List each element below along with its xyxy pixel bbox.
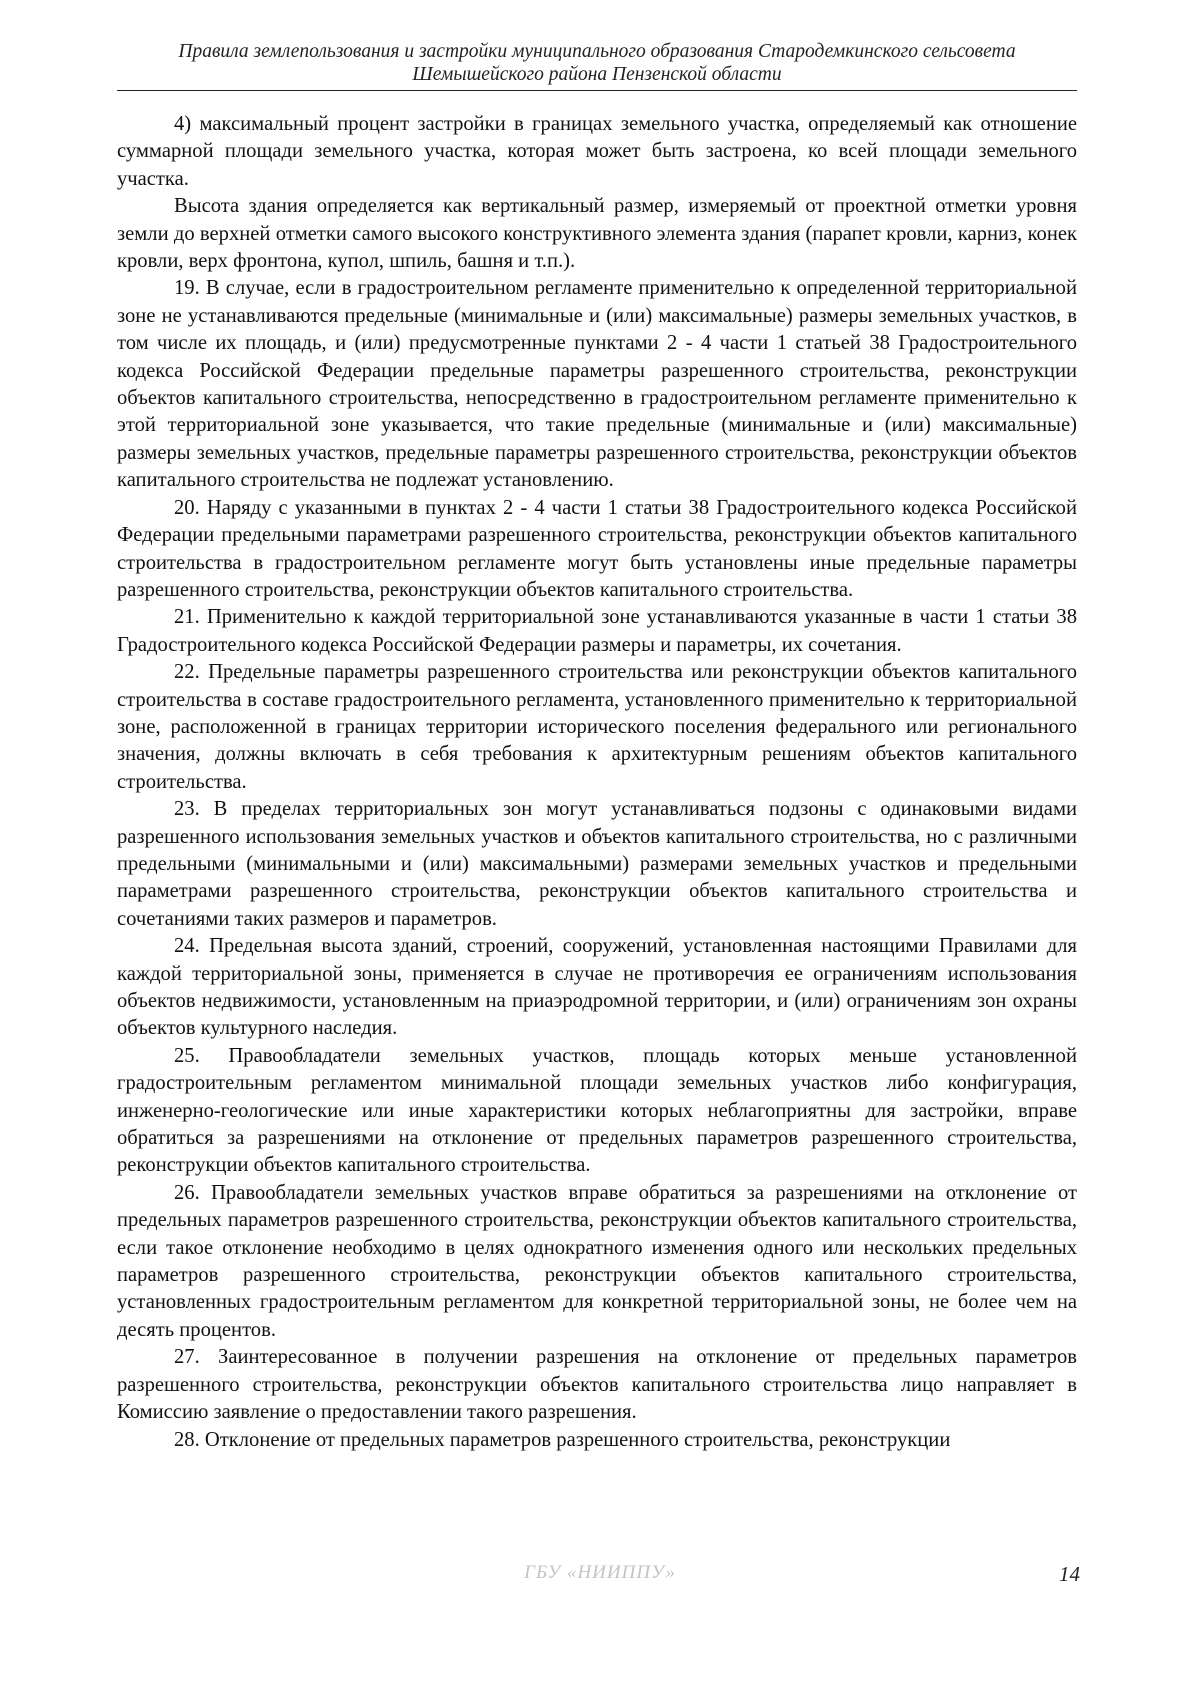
paragraph: 19. В случае, если в градостроительном регламенте применительно к определенной территориальной зоне не устанавливаются предельные (минимальные и (или) максимальные) размеры земельных участков, в том числе их площадь, и (или) предусмотренные пунктами 2 - 4 части 1 статьей 38 Градостроительного кодекса Российской Федерации предельные параметры разрешенного строительства, реконструкции объектов капитального строительства, непосредственно в градостроительном регламенте применительно к этой территориальной зоне указывается, что такие предельные (минимальные и (или) максимальные) размеры земельных участков, предельные параметры разрешенного строительства, реконструкции объектов капитального строительства не подлежат установлению. bbox=[117, 277, 1077, 492]
header-rule bbox=[117, 90, 1077, 91]
paragraph: 4) максимальный процент застройки в границах земельного участка, определяемый как отношение суммарной площади земельного участка, которая может быть застроена, ко всей площади земельного участка. bbox=[117, 113, 1077, 190]
paragraph: 26. Правообладатели земельных участков вправе обратиться за разрешениями на отклонение от предельных параметров разрешенного строительства, реконструкции объектов капитального строительства, если такое отклонение необходимо в целях однократного изменения одного или нескольких предельных параметров разрешенного строительства, реконструкции объектов капитального строительства, установленных градостроительным регламентом для конкретной территориальной зоны, не более чем на десять процентов. bbox=[117, 1181, 1077, 1341]
paragraph: 21. Применительно к каждой территориальной зоне устанавливаются указанные в части 1 статьи 38 Градостроительного кодекса Российской Федерации размеры и параметры, их сочетания. bbox=[117, 606, 1077, 656]
paragraph: 24. Предельная высота зданий, строений, сооружений, установленная настоящими Правилами для каждой территориальной зоны, применяется в случае не противоречия ее ограничениям использования объектов недвижимости, установленным на приаэродромной территории, и (или) ограничениям зон охраны объектов культурного наследия. bbox=[117, 935, 1077, 1040]
running-header bbox=[117, 40, 1077, 86]
header-line-1: Правила землепользования и застройки муниципального образования Стародемкинского сельсовета bbox=[178, 41, 1016, 62]
paragraph: 25. Правообладатели земельных участков, площадь которых меньше установленной градостроительным регламентом минимальной площади земельных участков либо конфигурация, инженерно-геологические или иные характеристики которых неблагоприятны для застройки, вправе обратиться за разрешениями на отклонение от предельных параметров разрешенного строительства, реконструкции объектов капитального строительства. bbox=[117, 1044, 1077, 1177]
page-number: 14 bbox=[1059, 1562, 1080, 1586]
footer-organization: ГБУ «НИИППУ» bbox=[524, 1562, 676, 1583]
paragraph: 28. Отклонение от предельных параметров разрешенного строительства, реконструкции bbox=[174, 1428, 951, 1451]
paragraph: 22. Предельные параметры разрешенного строительства или реконструкции объектов капитального строительства в составе градостроительного регламента, установленного применительно к территориальной зоне, расположенной в границах территории исторического поселения федерального или регионального значения, должны включать в себя требования к архитектурным решениям объектов капитального строительства. bbox=[117, 661, 1077, 793]
paragraph: 23. В пределах территориальных зон могут устанавливаться подзоны с одинаковыми видами разрешенного использования земельных участков и объектов капитального строительства, но с различными предельными (минимальными и (или) максимальными) размерами земельных участков и предельными параметрами разрешенного строительства, реконструкции объектов капитального строительства и сочетаниями таких размеров и параметров. bbox=[117, 798, 1077, 930]
paragraph: 20. Наряду с указанными в пунктах 2 - 4 части 1 статьи 38 Градостроительного кодекса Российской Федерации предельными параметрами разрешенного строительства, реконструкции объектов капитального строительства в градостроительном регламенте могут быть установлены иные предельные параметры разрешенного строительства, реконструкции объектов капитального строительства. bbox=[117, 496, 1077, 601]
header-line-2: Шемышейского района Пензенской области bbox=[412, 64, 782, 85]
document-body bbox=[117, 111, 1077, 1454]
paragraph: 27. Заинтересованное в получении разрешения на отклонение от предельных параметров разрешенного строительства, реконструкции объектов капитального строительства лицо направляет в Комиссию заявление о предоставлении такого разрешения. bbox=[117, 1346, 1077, 1424]
paragraph: Высота здания определяется как вертикальный размер, измеряемый от проектной отметки уровня земли до верхней отметки самого высокого конструктивного элемента здания (парапет кровли, карниз, конек кровли, верх фронтона, купол, шпиль, башня и т.п.). bbox=[117, 195, 1077, 273]
